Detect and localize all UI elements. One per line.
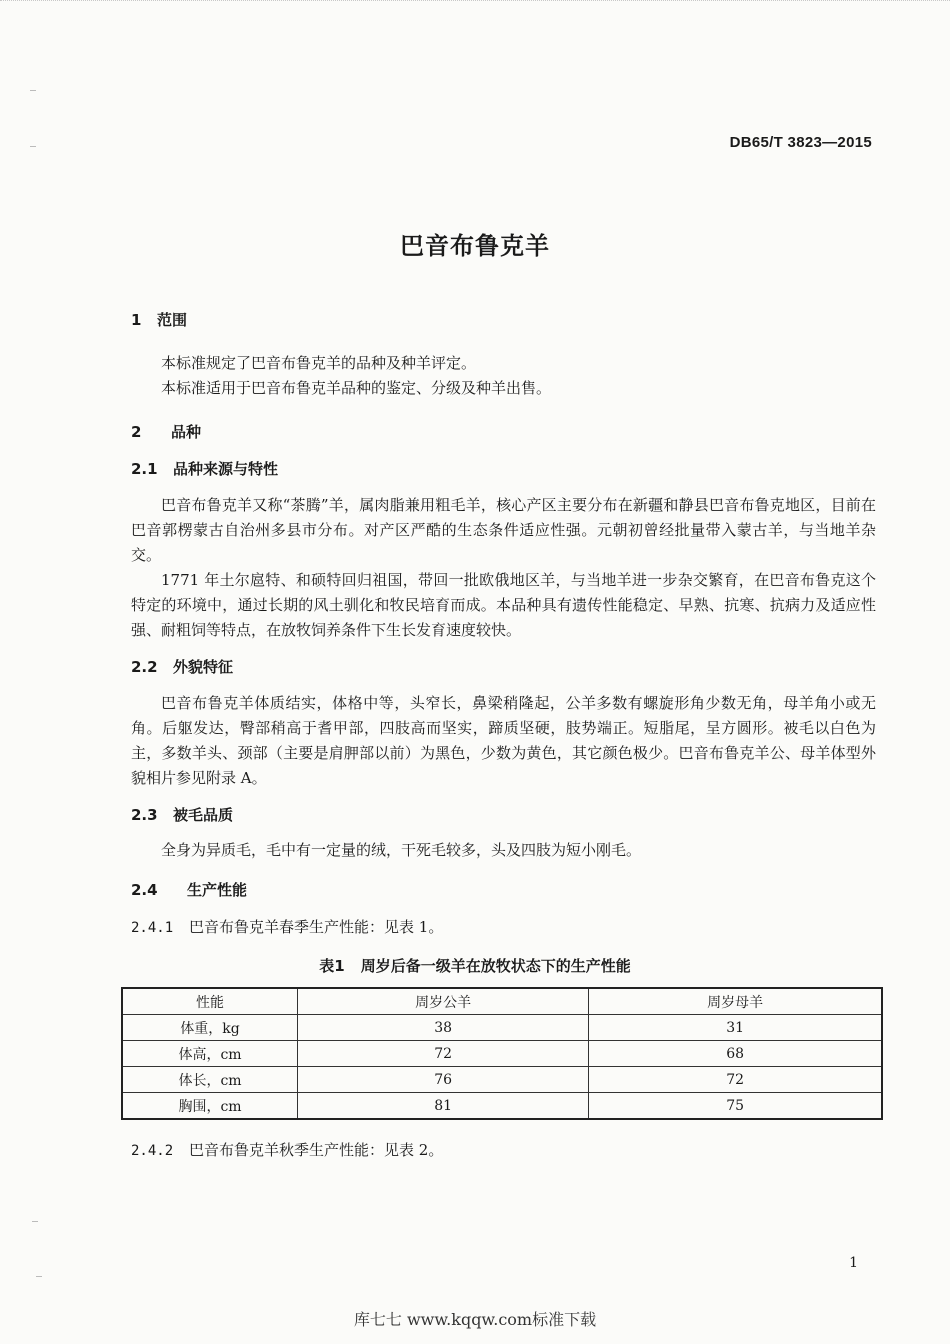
section-title: 品种	[171, 423, 202, 441]
ewe-value-cell: 31	[589, 1015, 882, 1041]
trait-cell: 体高，cm	[122, 1041, 298, 1067]
scan-speck	[30, 90, 36, 91]
header-ram: 周岁公羊	[298, 988, 589, 1015]
section-number: 2.3	[131, 806, 158, 824]
ram-value-cell: 38	[298, 1015, 589, 1041]
fleece-paragraph: 全身为异质毛，毛中有一定量的绒，干死毛较多，头及四肢为短小刚毛。	[161, 841, 642, 859]
table-number: 表1	[319, 957, 345, 975]
scan-speck	[32, 1221, 38, 1222]
table-header-row	[122, 988, 882, 1015]
section-title: 范围	[157, 311, 188, 329]
table-row	[122, 1015, 882, 1041]
table-title: 周岁后备一级羊在放牧状态下的生产性能	[360, 957, 631, 975]
clause-text: 巴音布鲁克羊春季生产性能：见表 1。	[189, 918, 444, 936]
section-2-heading	[131, 421, 201, 442]
trait-cell: 体长，cm	[122, 1067, 298, 1093]
clause-text: 巴音布鲁克羊秋季生产性能：见表 2。	[189, 1141, 444, 1159]
section-1-heading	[131, 309, 187, 330]
scan-speck	[30, 146, 36, 147]
section-2-4-heading	[131, 879, 247, 900]
origin-paragraph-1: 巴音布鲁克羊又称“茶腾”羊，属肉脂兼用粗毛羊，核心产区主要分布在新疆和静县巴音布鲁克地区，目前在巴音郭楞蒙古自治州多县市分布。对产区严酷的生态条件适应性强。元朝初曾经批量带入蒙古羊，与当地羊杂交。	[131, 496, 876, 564]
section-title: 品种来源与特性	[173, 460, 279, 478]
ewe-value-cell: 68	[589, 1041, 882, 1067]
performance-table	[121, 987, 883, 1120]
section-title: 生产性能	[187, 881, 248, 899]
section-number: 2	[131, 423, 142, 441]
section-title: 被毛品质	[173, 806, 234, 824]
scan-speck	[36, 1276, 42, 1277]
appearance-paragraph: 巴音布鲁克羊体质结实，体格中等，头窄长，鼻梁稍隆起，公羊多数有螺旋形角少数无角，母羊角小或无角。后躯发达，臀部稍高于耆甲部，四肢高而坚实，蹄质坚硬，肢势端正。短脂尾，呈方圆形。被毛以白色为主，多数羊头、颈部（主要是肩胛部以前）为黑色，少数为黄色，其它颜色极少。巴音布鲁克羊公、母羊体型外貌相片参见附录 A。	[131, 694, 876, 787]
scan-edge	[0, 0, 950, 9]
clause-number: 2.4.2	[131, 1143, 174, 1159]
section-2-1-heading	[131, 458, 278, 479]
standard-code: DB65/T 3823—2015	[729, 134, 872, 151]
ram-value-cell: 81	[298, 1093, 589, 1120]
document-title: 巴音布鲁克羊	[400, 232, 550, 260]
section-number: 1	[131, 311, 142, 329]
clause-2-4-1	[131, 916, 443, 937]
trait-cell: 体重，kg	[122, 1015, 298, 1041]
table-row	[122, 1067, 882, 1093]
section-2-3-heading	[131, 804, 233, 825]
download-footer: 库七七 www.kqqw.com标准下载	[353, 1310, 597, 1329]
scope-line-2: 本标准适用于巴音布鲁克羊品种的鉴定、分级及种羊出售。	[161, 379, 552, 397]
header-trait: 性能	[122, 988, 298, 1015]
table-row	[122, 1093, 882, 1120]
table-caption	[0, 955, 950, 976]
section-title: 外貌特征	[173, 658, 234, 676]
ram-value-cell: 76	[298, 1067, 589, 1093]
trait-cell: 胸围，cm	[122, 1093, 298, 1120]
page-number: 1	[849, 1255, 858, 1271]
table-row	[122, 1041, 882, 1067]
clause-number: 2.4.1	[131, 920, 174, 936]
ewe-value-cell: 72	[589, 1067, 882, 1093]
section-2-2-heading	[131, 656, 233, 677]
clause-2-4-2	[131, 1139, 443, 1160]
scope-line-1: 本标准规定了巴音布鲁克羊的品种及种羊评定。	[161, 354, 477, 372]
ram-value-cell: 72	[298, 1041, 589, 1067]
section-number: 2.4	[131, 881, 158, 899]
origin-paragraph-2: 1771 年土尔扈特、和硕特回归祖国，带回一批欧俄地区羊，与当地羊进一步杂交繁育，在巴音布鲁克这个特定的环境中，通过长期的风土驯化和牧民培育而成。本品种具有遗传性能稳定、早熟、抗寒、抗病力及适应性强、耐粗饲等特点，在放牧饲养条件下生长发育速度较快。	[131, 571, 876, 639]
section-number: 2.2	[131, 658, 158, 676]
header-ewe: 周岁母羊	[589, 988, 882, 1015]
section-number: 2.1	[131, 460, 158, 478]
ewe-value-cell: 75	[589, 1093, 882, 1120]
